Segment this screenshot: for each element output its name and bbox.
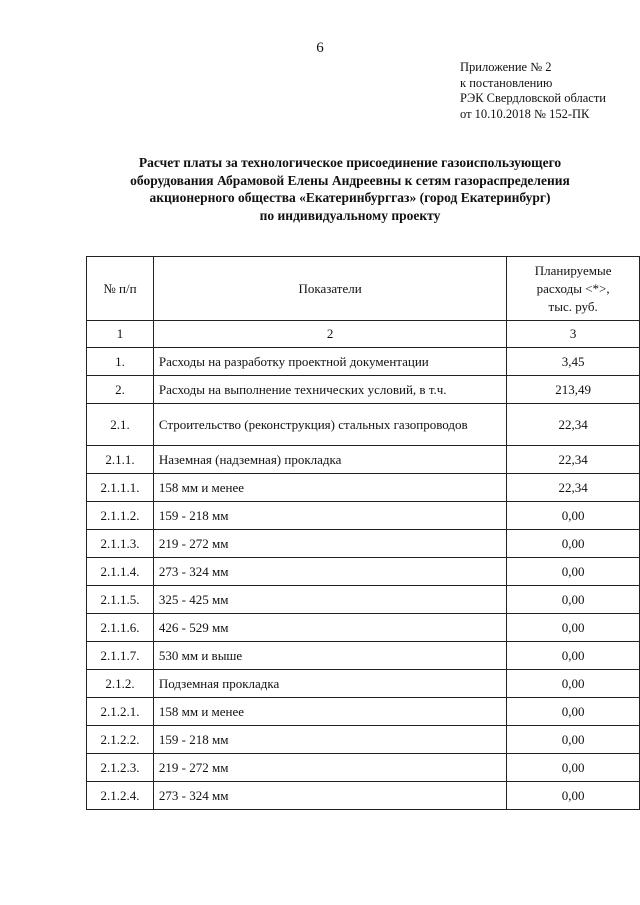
appendix-line: к постановлению [460,75,553,90]
row-value: 0,00 [507,754,640,782]
row-value: 22,34 [507,446,640,474]
table-row [87,670,640,698]
row-label: 273 - 324 мм [153,782,506,810]
column-number-row [87,321,640,348]
page-number: 6 [316,40,324,56]
row-value: 0,00 [507,670,640,698]
appendix-line: Приложение № 2 [460,60,552,74]
row-number: 2.1.1.5. [87,586,154,614]
appendix-reference [460,60,606,122]
row-label: Расходы на разработку проектной документации [153,348,506,376]
table-row [87,782,640,810]
row-label: 219 - 272 мм [153,754,506,782]
row-value: 0,00 [507,698,640,726]
table-row [87,376,640,404]
row-value: 0,00 [507,614,640,642]
row-label: 219 - 272 мм [153,530,506,558]
header-num: № п/п [87,257,154,321]
table-row [87,614,640,642]
title-line: Расчет платы за технологическое присоединение газоиспользующего [138,155,562,170]
column-number: 2 [153,321,506,348]
table-row [87,404,640,446]
appendix-line: от 10.10.2018 № 152-ПК [460,106,590,121]
row-value: 3,45 [507,348,640,376]
table-header-row [87,257,640,321]
row-label: 325 - 425 мм [153,586,506,614]
row-value: 22,34 [507,404,640,446]
appendix-line: РЭК Свердловской области [460,91,606,105]
row-label: 159 - 218 мм [153,726,506,754]
row-number: 2.1.1.3. [87,530,154,558]
row-label: Строительство (реконструкция) стальных газопроводов [153,404,506,446]
row-value: 213,49 [507,376,640,404]
row-label: Подземная прокладка [153,670,506,698]
row-number: 2.1.2.2. [87,726,154,754]
document-title [60,154,640,224]
cost-table [86,256,640,810]
title-line: акционерного общества «Екатеринбурггаз» (город Екатеринбург) [149,190,551,205]
row-number: 2.1.1.7. [87,642,154,670]
row-number: 2.1.2.1. [87,698,154,726]
header-value-line: расходы <*>, [536,280,610,296]
row-label: 273 - 324 мм [153,558,506,586]
table-row [87,348,640,376]
row-value: 0,00 [507,502,640,530]
row-number: 2.1.1.1. [87,474,154,502]
table-row [87,530,640,558]
row-number: 2.1.1. [87,446,154,474]
row-label: 158 мм и менее [153,698,506,726]
row-number: 2.1.2. [87,670,154,698]
row-value: 0,00 [507,642,640,670]
header-value [507,257,640,321]
header-value-line: Планируемые [534,262,612,278]
row-number: 1. [87,348,154,376]
table-row [87,586,640,614]
row-number: 2.1.1.4. [87,558,154,586]
row-number: 2.1. [87,404,154,446]
row-label: 426 - 529 мм [153,614,506,642]
header-name: Показатели [153,257,506,321]
row-label: 530 мм и выше [153,642,506,670]
row-number: 2. [87,376,154,404]
table-row [87,698,640,726]
table-row [87,642,640,670]
row-label: 158 мм и менее [153,474,506,502]
column-number: 3 [507,321,640,348]
row-value: 22,34 [507,474,640,502]
column-number: 1 [87,321,154,348]
row-value: 0,00 [507,530,640,558]
row-label: Расходы на выполнение технических условий, в т.ч. [153,376,506,404]
title-line: оборудования Абрамовой Елены Андреевны к сетям газораспределения [130,172,570,188]
table-row [87,726,640,754]
table-row [87,558,640,586]
row-number: 2.1.1.2. [87,502,154,530]
table-row [87,754,640,782]
row-value: 0,00 [507,782,640,810]
row-number: 2.1.1.6. [87,614,154,642]
row-label: 159 - 218 мм [153,502,506,530]
row-number: 2.1.2.3. [87,754,154,782]
table-row [87,502,640,530]
row-value: 0,00 [507,558,640,586]
row-value: 0,00 [507,586,640,614]
table-row [87,474,640,502]
header-value-line: тыс. руб. [548,298,598,314]
row-label: Наземная (надземная) прокладка [153,446,506,474]
title-line: по индивидуальному проекту [259,207,441,223]
row-number: 2.1.2.4. [87,782,154,810]
table-row [87,446,640,474]
row-value: 0,00 [507,726,640,754]
